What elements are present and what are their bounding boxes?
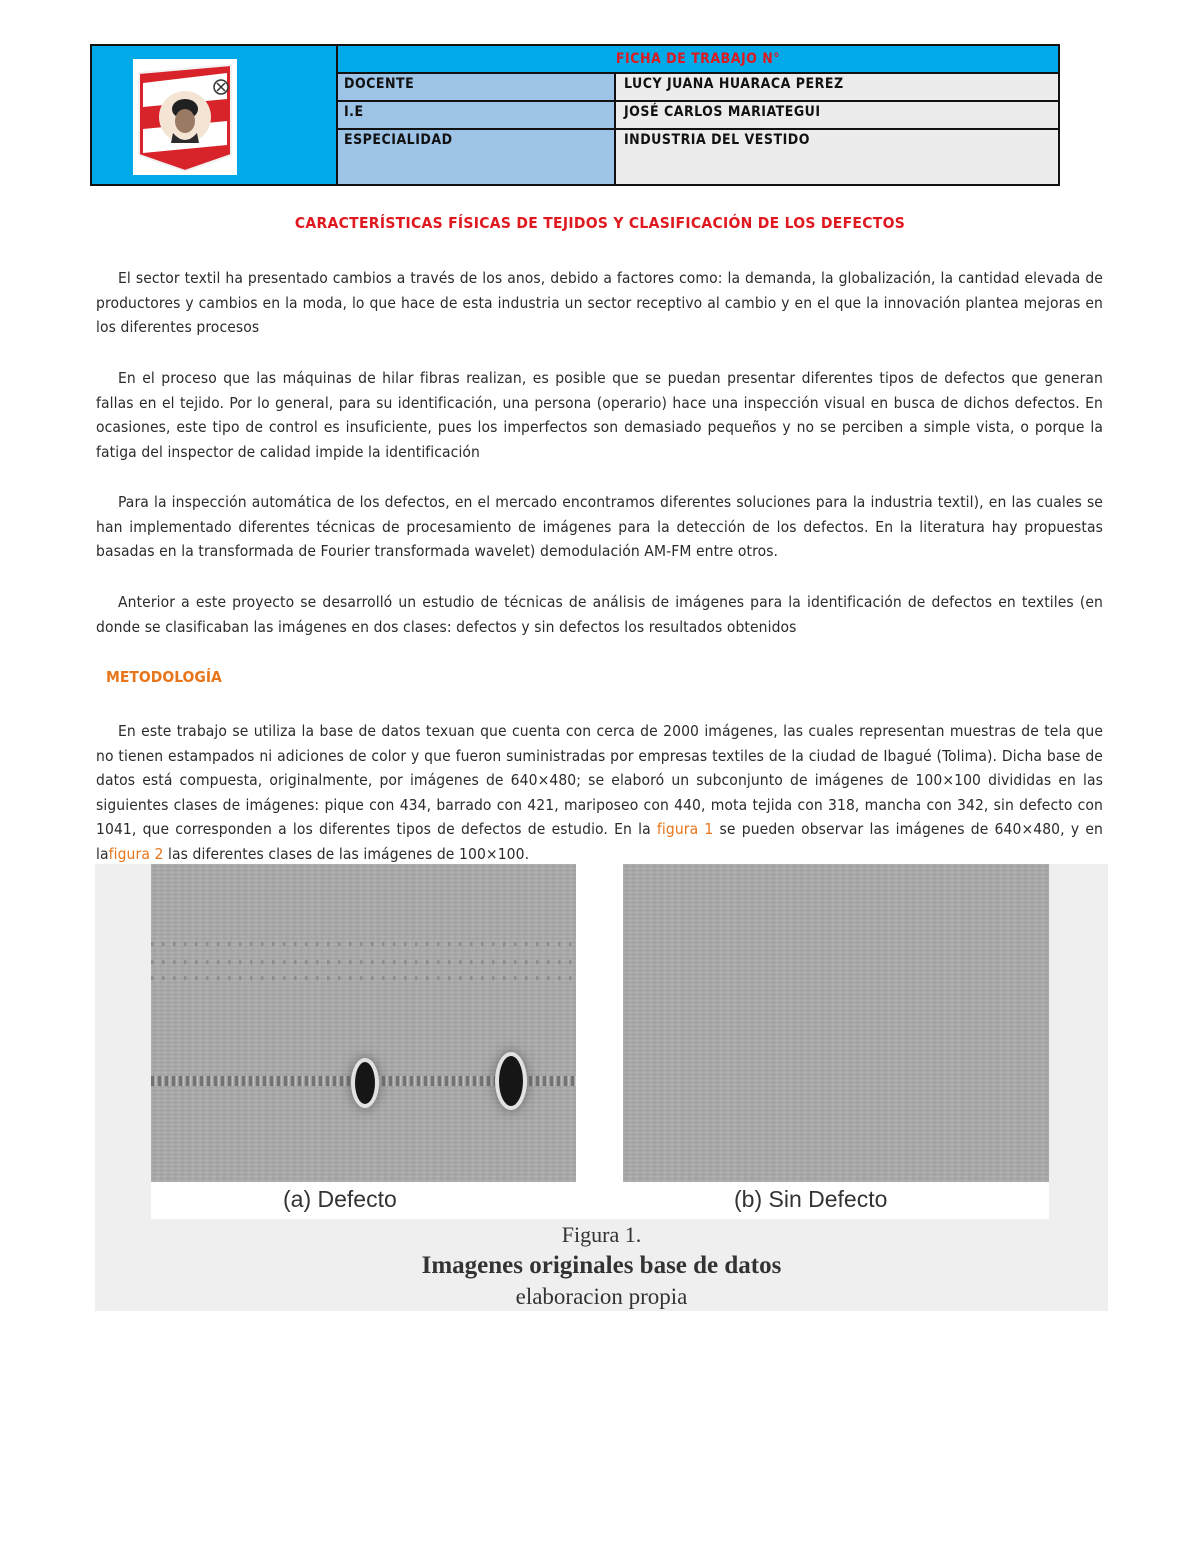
figura-2-link[interactable]: figura 2 bbox=[108, 844, 164, 863]
fabric-defect-image bbox=[151, 864, 576, 1182]
school-logo bbox=[133, 59, 237, 175]
figure-label: Figura 1. bbox=[561, 1222, 642, 1247]
worksheet-title: FICHA DE TRABAJO N° bbox=[338, 46, 1058, 74]
caption-defecto: (a) Defecto bbox=[283, 1186, 397, 1212]
docente-label: DOCENTE bbox=[338, 74, 616, 100]
caption-sin-defecto: (b) Sin Defecto bbox=[734, 1186, 888, 1212]
method-paragraph bbox=[96, 719, 1103, 866]
logo-cell bbox=[92, 46, 338, 184]
paragraph-4: Anterior a este proyecto se desarrolló un estudio de técnicas de análisis de imágenes para la identificación de defectos en textiles (en donde se clasificaban las imágenes en dos clases: defectos y sin defectos los resultados obtenidos bbox=[96, 593, 1103, 636]
ie-label: I.E bbox=[338, 102, 616, 128]
especialidad-label: ESPECIALIDAD bbox=[338, 130, 616, 184]
paragraph-3: Para la inspección automática de los defectos, en el mercado encontramos diferentes soluciones para la industria textil), en las cuales se han implementado diferentes técnicas de procesamiento de imágenes para la detección de los defectos. En la literatura hay propuestas basadas en la transformada de Fourier transformada wavelet) demodulación AM-FM entre otros. bbox=[96, 493, 1103, 560]
figure-1 bbox=[95, 864, 1108, 1311]
header-table bbox=[90, 44, 1060, 186]
method-text-2: se pueden observar las imágenes de 640×480, y en la bbox=[96, 820, 1103, 863]
row-docente bbox=[338, 74, 1058, 102]
ie-value: JOSÉ CARLOS MARIATEGUI bbox=[616, 102, 1058, 128]
paragraph-1: El sector textil ha presentado cambios a través de los anos, debido a factores como: la demanda, la globalización, la cantidad elevada de productores y cambios en la moda, lo que hace de esta industria un sector receptivo al cambio y en el que la innovación plantea mejoras en los diferentes procesos bbox=[96, 269, 1103, 336]
figure-subtitle: elaboracion propia bbox=[515, 1284, 688, 1309]
figure-panels bbox=[151, 864, 1049, 1219]
paragraph-2: En el proceso que las máquinas de hilar fibras realizan, es posible que se puedan presentar diferentes tipos de defectos que generan fallas en el tejido. Por lo general, para su identificación, una persona (operario) hace una inspección visual en busca de dichos defectos. En ocasiones, este tipo de control es insuficiente, pues los imperfectos son demasiado pequeños y no se perciben a simple vista, o porque la fatiga del inspector de calidad impide la identificación bbox=[96, 369, 1103, 461]
document-title: CARACTERÍSTICAS FÍSICAS DE TEJIDOS Y CLASIFICACIÓN DE LOS DEFECTOS bbox=[294, 214, 906, 232]
especialidad-value: INDUSTRIA DEL VESTIDO bbox=[616, 130, 1058, 184]
section-title-metodologia: METODOLOGÍA bbox=[106, 668, 222, 686]
row-especialidad bbox=[338, 130, 1058, 184]
docente-value: LUCY JUANA HUARACA PEREZ bbox=[616, 74, 1058, 100]
fabric-no-defect-image bbox=[623, 864, 1049, 1182]
method-text-1: En este trabajo se utiliza la base de datos texuan que cuenta con cerca de 2000 imágenes, las cuales representan muestras de tela que no tienen estampados ni adiciones de color y que fueron suministradas por empresas textiles de la ciudad de Ibagué (Tolima). Dicha base de datos está compuesta, originalmente, por imágenes de 640×480; se elaboró un subconjunto de imágenes de 100×100 divididas en las siguientes clases de imágenes: pique con 434, barrado con 421, mariposeo con 440, mota tejida con 318, mancha con 342, sin defecto con 1041, que corresponden a los diferentes tipos de defectos de estudio. En la bbox=[96, 722, 1103, 838]
method-text-3: las diferentes clases de las imágenes de 100×100. bbox=[163, 844, 530, 863]
row-ie bbox=[338, 102, 1058, 130]
figura-1-link[interactable]: figura 1 bbox=[656, 820, 714, 838]
figure-title: Imagenes originales base de datos bbox=[421, 1252, 782, 1279]
